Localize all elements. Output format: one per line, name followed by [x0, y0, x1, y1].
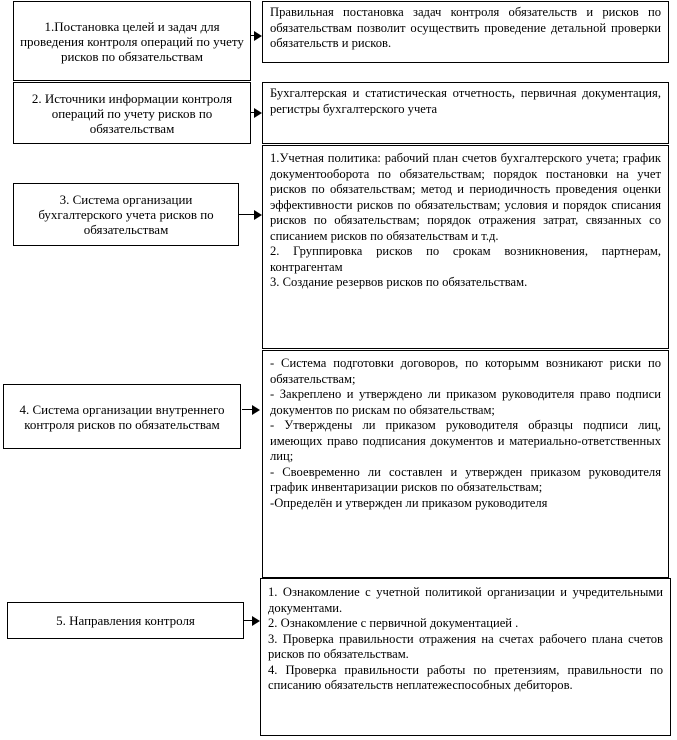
stage-1-detail: Правильная постановка задач контроля обязательств и рисков по обязательствам позволит осуществить проведение детальной проверки обязательств и рисков. [270, 5, 661, 50]
stage-4-detail-4: - Своевременно ли составлен и утвержден приказом руководителя график инвентаризации рисков по обязательствам; [270, 464, 661, 494]
stage-2-box [13, 82, 251, 144]
arrow-4 [242, 405, 262, 415]
stage-2-detail: Бухгалтерская и статистическая отчетность, первичная документация, регистры бухгалтерского учета [270, 86, 661, 116]
stage-4-detail-2: - Закреплено и утверждено ли приказом руководителя право подписи документов по рискам по обязательствам; [270, 387, 661, 417]
arrow-3 [239, 210, 262, 220]
stage-3-label: 3. Система организации бухгалтерского учета рисков по обязательствам [38, 192, 214, 237]
stage-3-detail-2: 2. Группировка рисков по срокам возникновения, партнерам, контрагентам [270, 244, 661, 274]
stage-5-box [7, 602, 244, 639]
stage-3-details-box [262, 145, 669, 349]
arrow-2 [251, 108, 262, 118]
stage-5-detail-1: 1. Ознакомление с учетной политикой организации и учредительными документами. [268, 585, 663, 615]
stage-5-detail-4: 4. Проверка правильности работы по претензиям, правильности по списанию обязательств неплатежеспособных дебиторов. [268, 662, 663, 692]
stage-2-label: 2. Источники информации контроля операций по учету рисков по обязательствам [31, 90, 233, 136]
stage-3-detail-3: 3. Создание резервов рисков по обязательствам. [270, 275, 528, 289]
stage-4-detail-1: - Система подготовки договоров, по которымм возникают риски по обязательствам; [270, 356, 661, 386]
stage-4-details-box [262, 350, 669, 578]
stage-1-box [13, 1, 251, 81]
arrow-5 [244, 616, 260, 626]
stage-3-detail-1: 1.Учетная политика: рабочий план счетов бухгалтерского учета; график документооборота по обязательствам; порядок постановки на учет рисков по обязательствам; метод и периодичность проведения оценки эффективности рисков по обязательствам; условия и порядок списания рисков по обязательствам; порядок отражения затрат, связанных со списанием рисков по обязательствам и т.д. [270, 151, 661, 243]
stage-5-detail-3: 3. Проверка правильности отражения на счетах рабочего плана счетов рисков по обязательствам. [268, 631, 663, 661]
stage-1-label: 1.Постановка целей и задач для проведения контроля операций по учету рисков по обязательствам [20, 18, 244, 64]
stage-4-detail-5: -Определён и утвержден ли приказом руководителя [270, 495, 548, 510]
arrow-1 [251, 31, 262, 41]
stage-1-details-box [262, 1, 669, 63]
stage-3-box [13, 183, 239, 246]
stage-5-details-box [260, 578, 671, 736]
stage-4-box [3, 384, 241, 449]
stage-5-detail-2: 2. Ознакомление с первичной документацией . [268, 616, 519, 630]
stage-4-detail-3: - Утверждены ли приказом руководителя образцы подписи лиц, имеющих право подписания документов и материально-ответственных лиц; [270, 418, 661, 463]
stage-4-label: 4. Система организации внутреннего контроля рисков по обязательствам [19, 401, 225, 432]
stage-5-label: 5. Направления контроля [56, 613, 195, 628]
stage-2-details-box [262, 82, 669, 144]
